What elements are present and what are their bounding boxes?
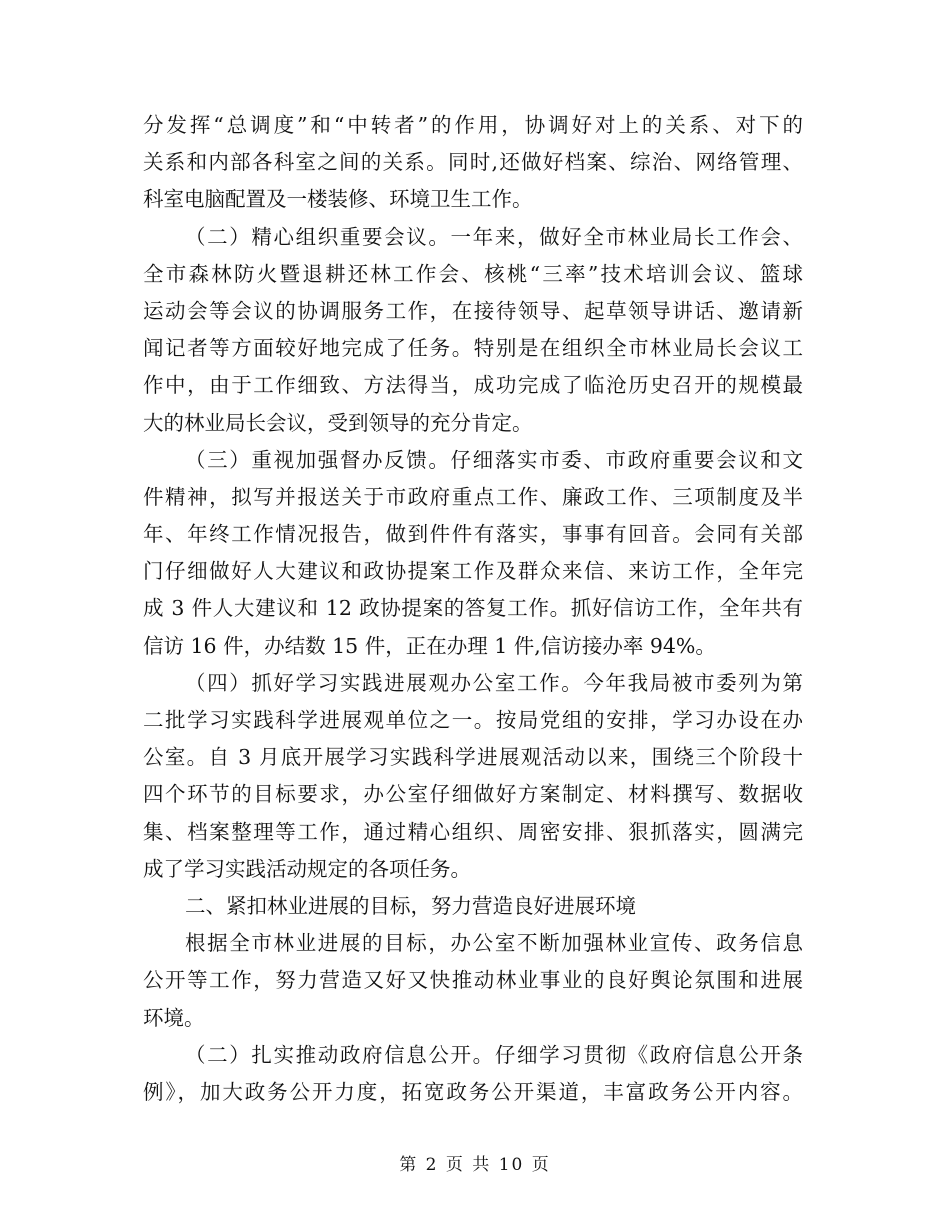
text-line: 分发挥“总调度”和“中转者”的作用，协调好对上的关系、对下的 [143,113,803,137]
text-line: 大的林业局长会议，受到领导的充分肯定。 [143,410,533,435]
text-line: 成了学习实践活动规定的各项任务。 [143,856,471,881]
text-line: 集、档案整理等工作，通过精心组织、周密安排、狠抓落实，圆满完 [143,819,803,844]
text-line: 闻记者等方面较好地完成了任务。特别是在组织全市林业局长会议工 [143,336,803,361]
text-line: 件精神，拟写并报送关于市政府重点工作、廉政工作、三项制度及半 [143,484,803,509]
text-line: 运动会等会议的协调服务工作，在接待领导、起草领导讲话、邀请新 [143,298,803,323]
text-line: 公开等工作，努力营造又好又快推动林业事业的良好舆论氛围和进展 [143,968,803,993]
text-line: （二）扎实推动政府信息公开。仔细学习贯彻《政府信息公开条 [185,1042,803,1067]
text-line: （三）重视加强督办反馈。仔细落实市委、市政府重要会议和文 [185,447,803,472]
text-line: 二、紧扣林业进展的目标，努力营造良好进展环境 [185,893,636,918]
text-line: 科室电脑配置及一楼装修、环境卫生工作。 [143,187,533,212]
text-line: 信访 16 件，办结数 15 件，正在办理 1 件,信访接办率 94%。 [143,633,716,658]
text-line: 年、年终工作情况报告，做到件件有落实，事事有回音。会同有关部 [143,522,803,547]
text-line: 环境。 [143,1005,205,1030]
text-line: 四个环节的目标要求，办公室仔细做好方案制定、材料撰写、数据收 [143,782,803,807]
document-body [143,107,803,1111]
text-line: 关系和内部各科室之间的关系。同时,还做好档案、综治、网络管理、 [143,150,803,175]
text-line: 门仔细做好人大建议和政协提案工作及群众来信、来访工作，全年完 [143,559,803,584]
text-line: 成 3 件人大建议和 12 政协提案的答复工作。抓好信访工作，全年共有 [143,596,803,621]
text-line: （四）抓好学习实践进展观办公室工作。今年我局被市委列为第 [185,670,803,695]
text-line: 二批学习实践科学进展观单位之一。按局党组的安排，学习办设在办 [143,708,803,732]
text-line: 作中，由于工作细致、方法得当，成功完成了临沧历史召开的规模最 [143,373,803,398]
text-line: （二）精心组织重要会议。一年来，做好全市林业局长工作会、 [185,224,803,249]
page-footer: 第 2 页 共 10 页 [399,1155,551,1175]
text-line: 公室。自 3 月底开展学习实践科学进展观活动以来，围绕三个阶段十 [143,745,803,770]
text-line: 根据全市林业进展的目标，办公室不断加强林业宣传、政务信息 [185,931,803,956]
text-line: 例》，加大政务公开力度，拓宽政务公开渠道，丰富政务公开内容。 [143,1079,803,1104]
text-line: 全市森林防火暨退耕还林工作会、核桃“三率”技术培训会议、篮球 [143,261,803,286]
